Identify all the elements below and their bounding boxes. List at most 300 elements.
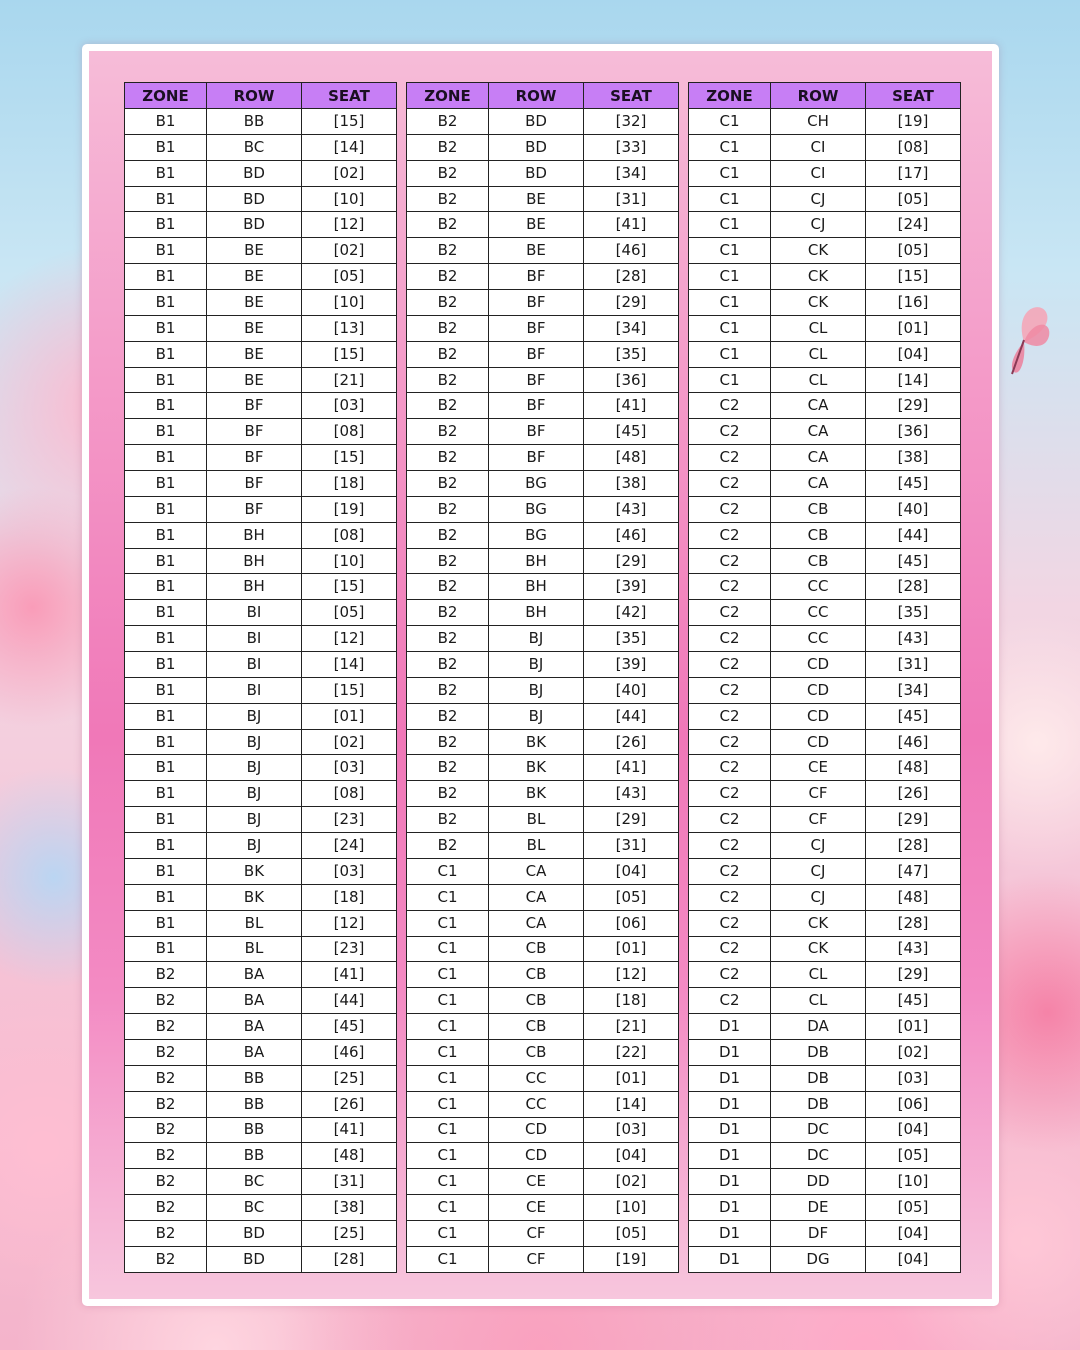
row-cell: BH	[489, 548, 584, 574]
zone-cell: B1	[125, 496, 207, 522]
seat-cell: [08]	[302, 419, 397, 445]
table-row	[689, 574, 961, 600]
seat-cell: [05]	[866, 1195, 961, 1221]
row-header: ROW	[207, 83, 302, 109]
zone-cell: C1	[689, 212, 771, 238]
table-row	[689, 160, 961, 186]
zone-cell: C2	[689, 910, 771, 936]
table-row	[689, 1246, 961, 1272]
table-row	[125, 393, 397, 419]
zone-cell: B1	[125, 471, 207, 497]
row-cell: BJ	[207, 703, 302, 729]
table-row	[125, 652, 397, 678]
seat-cell: [01]	[302, 703, 397, 729]
table-row	[689, 471, 961, 497]
row-cell: CD	[771, 703, 866, 729]
seat-cell: [47]	[866, 858, 961, 884]
seat-cell: [45]	[866, 471, 961, 497]
row-cell: CK	[771, 936, 866, 962]
seat-cell: [28]	[866, 574, 961, 600]
zone-cell: C1	[407, 884, 489, 910]
zone-cell: B1	[125, 600, 207, 626]
table-row	[125, 1169, 397, 1195]
zone-cell: C2	[689, 807, 771, 833]
row-cell: BD	[489, 160, 584, 186]
zone-cell: C1	[407, 1065, 489, 1091]
row-cell: BF	[207, 445, 302, 471]
seat-cell: [08]	[302, 522, 397, 548]
zone-cell: B1	[125, 781, 207, 807]
row-cell: CB	[771, 548, 866, 574]
table-row	[689, 109, 961, 135]
zone-cell: C1	[689, 186, 771, 212]
zone-cell: B1	[125, 703, 207, 729]
seat-cell: [46]	[584, 238, 679, 264]
row-cell: BF	[207, 393, 302, 419]
table-row	[689, 496, 961, 522]
seat-cell: [45]	[302, 1014, 397, 1040]
table-row	[125, 212, 397, 238]
table-row	[689, 315, 961, 341]
zone-cell: C1	[407, 936, 489, 962]
zone-cell: B2	[125, 1220, 207, 1246]
row-cell: BB	[207, 109, 302, 135]
row-cell: CL	[771, 962, 866, 988]
seat-cell: [38]	[584, 471, 679, 497]
table-row	[407, 109, 679, 135]
seat-cell: [19]	[584, 1246, 679, 1272]
zone-cell: C1	[689, 341, 771, 367]
row-cell: BJ	[207, 833, 302, 859]
row-cell: BE	[207, 290, 302, 316]
table-row	[125, 315, 397, 341]
seat-cell: [29]	[866, 393, 961, 419]
table-row	[689, 652, 961, 678]
table-row	[407, 341, 679, 367]
row-cell: BF	[489, 315, 584, 341]
row-cell: DE	[771, 1195, 866, 1221]
row-cell: DD	[771, 1169, 866, 1195]
zone-cell: C2	[689, 445, 771, 471]
table-row	[689, 677, 961, 703]
seat-cell: [01]	[584, 1065, 679, 1091]
row-cell: CC	[489, 1065, 584, 1091]
row-cell: BE	[489, 186, 584, 212]
seat-cell: [03]	[302, 755, 397, 781]
seat-cell: [02]	[302, 160, 397, 186]
seat-cell: [46]	[302, 1039, 397, 1065]
zone-cell: B2	[125, 1091, 207, 1117]
seat-cell: [04]	[866, 1117, 961, 1143]
table-row	[689, 367, 961, 393]
table-row	[407, 471, 679, 497]
seat-cell: [14]	[302, 652, 397, 678]
row-cell: BF	[489, 419, 584, 445]
row-cell: BI	[207, 677, 302, 703]
row-cell: BB	[207, 1117, 302, 1143]
zone-cell: C1	[407, 1091, 489, 1117]
seat-cell: [44]	[866, 522, 961, 548]
zone-cell: B2	[407, 445, 489, 471]
table-row	[125, 1220, 397, 1246]
seat-cell: [01]	[866, 1014, 961, 1040]
seat-cell: [17]	[866, 160, 961, 186]
row-cell: BC	[207, 1169, 302, 1195]
row-cell: CB	[489, 1039, 584, 1065]
seat-cell: [08]	[302, 781, 397, 807]
table-row	[407, 729, 679, 755]
seat-cell: [24]	[302, 833, 397, 859]
table-row	[125, 134, 397, 160]
table-row	[689, 600, 961, 626]
seat-cell: [26]	[302, 1091, 397, 1117]
table-row	[125, 419, 397, 445]
seat-cell: [05]	[584, 1220, 679, 1246]
table-row	[125, 574, 397, 600]
row-cell: BD	[207, 1220, 302, 1246]
seat-cell: [42]	[584, 600, 679, 626]
seat-cell: [10]	[302, 186, 397, 212]
zone-cell: B1	[125, 755, 207, 781]
row-cell: BE	[207, 238, 302, 264]
zone-cell: B2	[407, 755, 489, 781]
table-row	[125, 1195, 397, 1221]
table-row	[689, 936, 961, 962]
zone-cell: B1	[125, 833, 207, 859]
table-body	[689, 109, 961, 1273]
zone-cell: B2	[407, 574, 489, 600]
row-cell: CB	[489, 962, 584, 988]
row-cell: CD	[771, 729, 866, 755]
zone-cell: C2	[689, 833, 771, 859]
table-row	[689, 833, 961, 859]
zone-cell: C2	[689, 677, 771, 703]
seat-cell: [26]	[866, 781, 961, 807]
row-cell: CJ	[771, 884, 866, 910]
table-row	[125, 626, 397, 652]
zone-cell: B1	[125, 290, 207, 316]
seat-cell: [41]	[302, 962, 397, 988]
row-cell: BF	[489, 367, 584, 393]
row-cell: BK	[489, 781, 584, 807]
row-cell: CJ	[771, 833, 866, 859]
zone-cell: C1	[689, 134, 771, 160]
row-cell: BH	[207, 522, 302, 548]
table-row	[689, 1143, 961, 1169]
zone-cell: B2	[407, 419, 489, 445]
row-cell: CA	[771, 445, 866, 471]
row-cell: CE	[771, 755, 866, 781]
zone-cell: B1	[125, 341, 207, 367]
row-cell: BF	[489, 393, 584, 419]
table-row	[407, 134, 679, 160]
seat-cell: [25]	[302, 1220, 397, 1246]
row-cell: BB	[207, 1065, 302, 1091]
seat-cell: [44]	[302, 988, 397, 1014]
row-cell: BL	[489, 807, 584, 833]
zone-cell: B2	[407, 729, 489, 755]
table-row	[689, 910, 961, 936]
seat-cell: [10]	[302, 548, 397, 574]
zone-cell: B2	[407, 496, 489, 522]
row-cell: BD	[207, 1246, 302, 1272]
row-cell: BL	[207, 936, 302, 962]
seat-cell: [28]	[866, 833, 961, 859]
seat-cell: [23]	[302, 807, 397, 833]
zone-cell: B1	[125, 186, 207, 212]
zone-cell: C2	[689, 652, 771, 678]
seat-cell: [43]	[866, 936, 961, 962]
row-cell: CC	[489, 1091, 584, 1117]
zone-cell: C1	[407, 962, 489, 988]
table-row	[407, 315, 679, 341]
table-row	[125, 160, 397, 186]
row-cell: BK	[207, 884, 302, 910]
seat-cell: [19]	[302, 496, 397, 522]
row-cell: BJ	[207, 807, 302, 833]
seat-cell: [38]	[302, 1195, 397, 1221]
zone-cell: B1	[125, 858, 207, 884]
seat-cell: [29]	[866, 807, 961, 833]
row-cell: CA	[771, 393, 866, 419]
zone-cell: C1	[689, 315, 771, 341]
table-row	[689, 729, 961, 755]
seat-cell: [23]	[302, 936, 397, 962]
zone-cell: B2	[125, 962, 207, 988]
zone-cell: C2	[689, 471, 771, 497]
zone-cell: D1	[689, 1014, 771, 1040]
row-cell: CF	[771, 807, 866, 833]
row-cell: CK	[771, 290, 866, 316]
row-cell: BH	[207, 548, 302, 574]
table-row	[125, 910, 397, 936]
seat-cell: [45]	[866, 988, 961, 1014]
seat-cell: [10]	[584, 1195, 679, 1221]
zone-cell: B2	[407, 600, 489, 626]
row-cell: BK	[489, 755, 584, 781]
seat-cell: [18]	[302, 471, 397, 497]
zone-cell: B2	[407, 186, 489, 212]
zone-cell: C2	[689, 548, 771, 574]
row-cell: BE	[207, 264, 302, 290]
row-cell: BI	[207, 626, 302, 652]
table-row	[689, 1039, 961, 1065]
table-row	[125, 1014, 397, 1040]
row-cell: CJ	[771, 858, 866, 884]
table-row	[125, 755, 397, 781]
seat-cell: [03]	[302, 858, 397, 884]
row-cell: CB	[771, 522, 866, 548]
zone-cell: B1	[125, 445, 207, 471]
row-cell: CD	[489, 1117, 584, 1143]
seat-cell: [48]	[866, 755, 961, 781]
table-row	[689, 858, 961, 884]
table-row	[407, 160, 679, 186]
row-cell: DF	[771, 1220, 866, 1246]
zone-cell: C2	[689, 419, 771, 445]
row-cell: BD	[489, 134, 584, 160]
row-cell: BG	[489, 522, 584, 548]
seat-cell: [10]	[866, 1169, 961, 1195]
seat-cell: [18]	[302, 884, 397, 910]
table-row	[689, 988, 961, 1014]
zone-cell: B1	[125, 807, 207, 833]
zone-cell: B2	[125, 988, 207, 1014]
row-cell: BE	[207, 341, 302, 367]
row-cell: CC	[771, 574, 866, 600]
seat-cell: [48]	[302, 1143, 397, 1169]
table-row	[689, 290, 961, 316]
table-row	[689, 419, 961, 445]
row-cell: CC	[771, 600, 866, 626]
zone-cell: B1	[125, 574, 207, 600]
zone-cell: B1	[125, 652, 207, 678]
zone-cell: C1	[407, 1195, 489, 1221]
table-row	[125, 858, 397, 884]
seat-cell: [21]	[302, 367, 397, 393]
zone-cell: D1	[689, 1246, 771, 1272]
seat-cell: [45]	[584, 419, 679, 445]
seat-cell: [04]	[866, 341, 961, 367]
seat-cell: [12]	[302, 910, 397, 936]
row-cell: CJ	[771, 186, 866, 212]
zone-cell: B2	[407, 833, 489, 859]
table-row	[125, 807, 397, 833]
seat-header: SEAT	[584, 83, 679, 109]
zone-cell: B1	[125, 910, 207, 936]
seat-cell: [24]	[866, 212, 961, 238]
table-row	[125, 264, 397, 290]
table-row	[125, 1065, 397, 1091]
seat-cell: [05]	[866, 238, 961, 264]
seat-cell: [33]	[584, 134, 679, 160]
row-cell: BC	[207, 134, 302, 160]
zone-cell: B1	[125, 109, 207, 135]
row-cell: CK	[771, 264, 866, 290]
seat-cell: [15]	[302, 341, 397, 367]
row-cell: DG	[771, 1246, 866, 1272]
seat-cell: [40]	[584, 677, 679, 703]
table-row	[407, 1246, 679, 1272]
seat-cell: [04]	[866, 1246, 961, 1272]
table-row	[407, 548, 679, 574]
zone-cell: B1	[125, 626, 207, 652]
row-cell: BF	[489, 264, 584, 290]
seat-cell: [21]	[584, 1014, 679, 1040]
row-cell: BG	[489, 496, 584, 522]
table-row	[689, 445, 961, 471]
table-row	[407, 290, 679, 316]
row-cell: BF	[489, 341, 584, 367]
seat-cell: [34]	[866, 677, 961, 703]
table-row	[125, 833, 397, 859]
seat-cell: [15]	[866, 264, 961, 290]
table-row	[407, 626, 679, 652]
seat-cell: [41]	[584, 212, 679, 238]
seat-cell: [36]	[866, 419, 961, 445]
row-cell: BB	[207, 1091, 302, 1117]
zone-cell: B2	[407, 652, 489, 678]
row-cell: BD	[207, 160, 302, 186]
seat-cell: [15]	[302, 445, 397, 471]
row-cell: DC	[771, 1117, 866, 1143]
table-row	[407, 833, 679, 859]
row-cell: BK	[489, 729, 584, 755]
seat-cell: [15]	[302, 677, 397, 703]
seat-cell: [32]	[584, 109, 679, 135]
table-row	[407, 1143, 679, 1169]
table-header-row	[125, 83, 397, 109]
seat-cell: [22]	[584, 1039, 679, 1065]
zone-cell: C1	[407, 1014, 489, 1040]
table-row	[407, 781, 679, 807]
zone-cell: B2	[407, 626, 489, 652]
zone-cell: C1	[689, 160, 771, 186]
zone-cell: B2	[407, 160, 489, 186]
zone-cell: B1	[125, 677, 207, 703]
zone-cell: D1	[689, 1143, 771, 1169]
zone-cell: B1	[125, 729, 207, 755]
row-cell: CE	[489, 1195, 584, 1221]
row-cell: BH	[489, 600, 584, 626]
row-cell: BA	[207, 1039, 302, 1065]
zone-cell: C1	[689, 238, 771, 264]
seat-cell: [05]	[866, 186, 961, 212]
row-cell: DB	[771, 1065, 866, 1091]
table-row	[125, 496, 397, 522]
seat-cell: [41]	[302, 1117, 397, 1143]
table-row	[407, 212, 679, 238]
table-row	[407, 962, 679, 988]
table-row	[689, 1065, 961, 1091]
table-row	[407, 393, 679, 419]
seat-cell: [05]	[302, 264, 397, 290]
table-row	[407, 1065, 679, 1091]
zone-cell: D1	[689, 1117, 771, 1143]
butterfly-icon	[994, 300, 1054, 380]
seat-cell: [19]	[866, 109, 961, 135]
row-cell: CB	[771, 496, 866, 522]
zone-cell: B1	[125, 884, 207, 910]
zone-cell: B2	[407, 341, 489, 367]
seat-cell: [05]	[866, 1143, 961, 1169]
seat-cell: [14]	[302, 134, 397, 160]
zone-cell: D1	[689, 1091, 771, 1117]
table-row	[689, 807, 961, 833]
seat-cell: [31]	[866, 652, 961, 678]
seat-cell: [03]	[302, 393, 397, 419]
table-row	[689, 522, 961, 548]
row-cell: BH	[207, 574, 302, 600]
row-cell: CL	[771, 315, 866, 341]
row-cell: BF	[207, 471, 302, 497]
table-row	[689, 238, 961, 264]
table-row	[689, 962, 961, 988]
row-cell: CK	[771, 238, 866, 264]
seat-cell: [31]	[302, 1169, 397, 1195]
table-row	[689, 1117, 961, 1143]
table-row	[407, 1220, 679, 1246]
table-row	[689, 134, 961, 160]
zone-cell: B2	[407, 471, 489, 497]
zone-cell: C2	[689, 884, 771, 910]
row-cell: CF	[489, 1220, 584, 1246]
seat-cell: [48]	[866, 884, 961, 910]
row-header: ROW	[771, 83, 866, 109]
seat-header: SEAT	[302, 83, 397, 109]
seat-cell: [06]	[866, 1091, 961, 1117]
zone-cell: B2	[125, 1143, 207, 1169]
